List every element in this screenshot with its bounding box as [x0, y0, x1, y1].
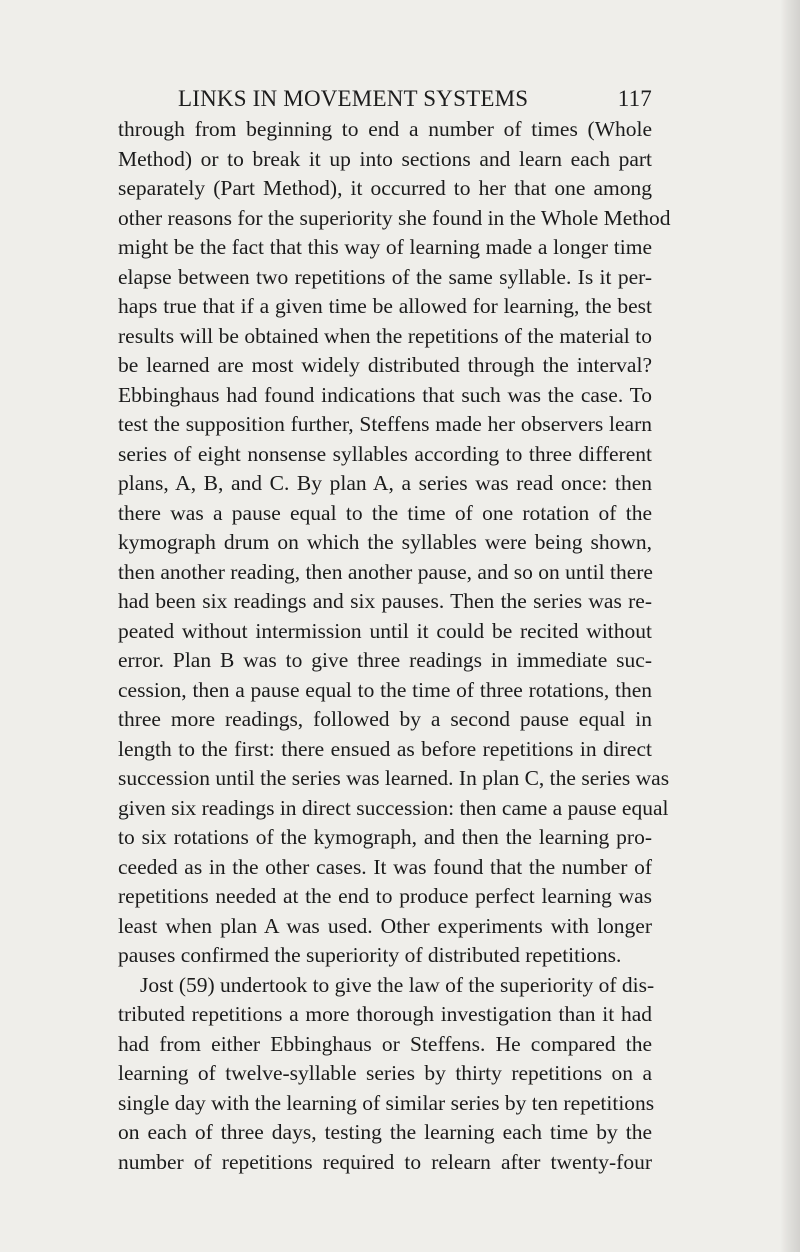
running-header: [178, 82, 652, 116]
text-line: least when plan A was used. Other experiments with longer: [118, 913, 652, 938]
text-line: Method) or to break it up into sections and learn each part: [118, 146, 652, 171]
text-line: Ebbinghaus had found indications that such was the case. To: [118, 382, 652, 407]
text-line: test the supposition further, Steffens made her observers learn: [118, 412, 652, 436]
text-line: other reasons for the superiority she found in the Whole Method: [118, 205, 671, 230]
text-line: given six readings in direct succession: then came a pause equal: [118, 795, 669, 820]
text-line: haps true that if a given time be allowed for learning, the best: [118, 294, 652, 318]
text-line: three more readings, followed by a second pause equal in: [118, 707, 652, 731]
page-edge-shadow: [780, 0, 800, 1252]
text-line: succession until the series was learned. In plan C, the series was: [118, 766, 670, 790]
text-line: learning of twelve-syllable series by thirty repetitions on a: [118, 1061, 652, 1085]
text-line: there was a pause equal to the time of one rotation of the: [118, 500, 652, 525]
text-line: had from either Ebbinghaus or Steffens. He compared the: [118, 1031, 652, 1056]
text-line: length to the first: there ensued as before repetitions in direct: [118, 736, 652, 761]
running-title: LINKS IN MOVEMENT SYSTEMS: [178, 86, 529, 111]
text-line: number of repetitions required to relearn after twenty-four: [118, 1149, 652, 1174]
text-line: might be the fact that this way of learning made a longer time: [118, 235, 652, 259]
text-line: kymograph drum on which the syllables were being shown,: [118, 530, 652, 554]
text-line: cession, then a pause equal to the time of three rotations, then: [118, 677, 652, 702]
text-line: elapse between two repetitions of the same syllable. Is it per-: [118, 264, 652, 289]
text-line: results will be obtained when the repetitions of the material to: [118, 323, 652, 348]
text-line: to six rotations of the kymograph, and then the learning pro-: [118, 825, 652, 849]
text-line: pauses confirmed the superiority of distributed repetitions.: [118, 943, 622, 967]
text-line: plans, A, B, and C. By plan A, a series was read once: then: [118, 471, 652, 495]
text-line: Jost (59) undertook to give the law of the superiority of dis-: [140, 972, 655, 997]
page-number: 117: [617, 86, 652, 111]
text-line: be learned are most widely distributed through the interval?: [118, 353, 652, 377]
text-line: had been six readings and six pauses. Then the series was re-: [118, 589, 652, 613]
text-line: error. Plan B was to give three readings in immediate suc-: [118, 648, 652, 672]
text-line: repetitions needed at the end to produce perfect learning was: [118, 884, 652, 908]
text-line: then another reading, then another pause, and so on until there: [118, 559, 653, 584]
text-line: tributed repetitions a more thorough investigation than it had: [118, 1002, 652, 1026]
text-line: series of eight nonsense syllables according to three different: [118, 441, 652, 466]
body-text: [118, 115, 671, 1177]
text-line: peated without intermission until it could be recited without: [118, 618, 652, 643]
text-line: through from beginning to end a number of times (Whole: [118, 117, 652, 141]
text-line: separately (Part Method), it occurred to her that one among: [118, 176, 652, 200]
text-line: on each of three days, testing the learning each time by the: [118, 1120, 652, 1144]
text-line: ceeded as in the other cases. It was found that the number of: [118, 854, 652, 879]
text-line: single day with the learning of similar series by ten repetitions: [118, 1090, 655, 1115]
